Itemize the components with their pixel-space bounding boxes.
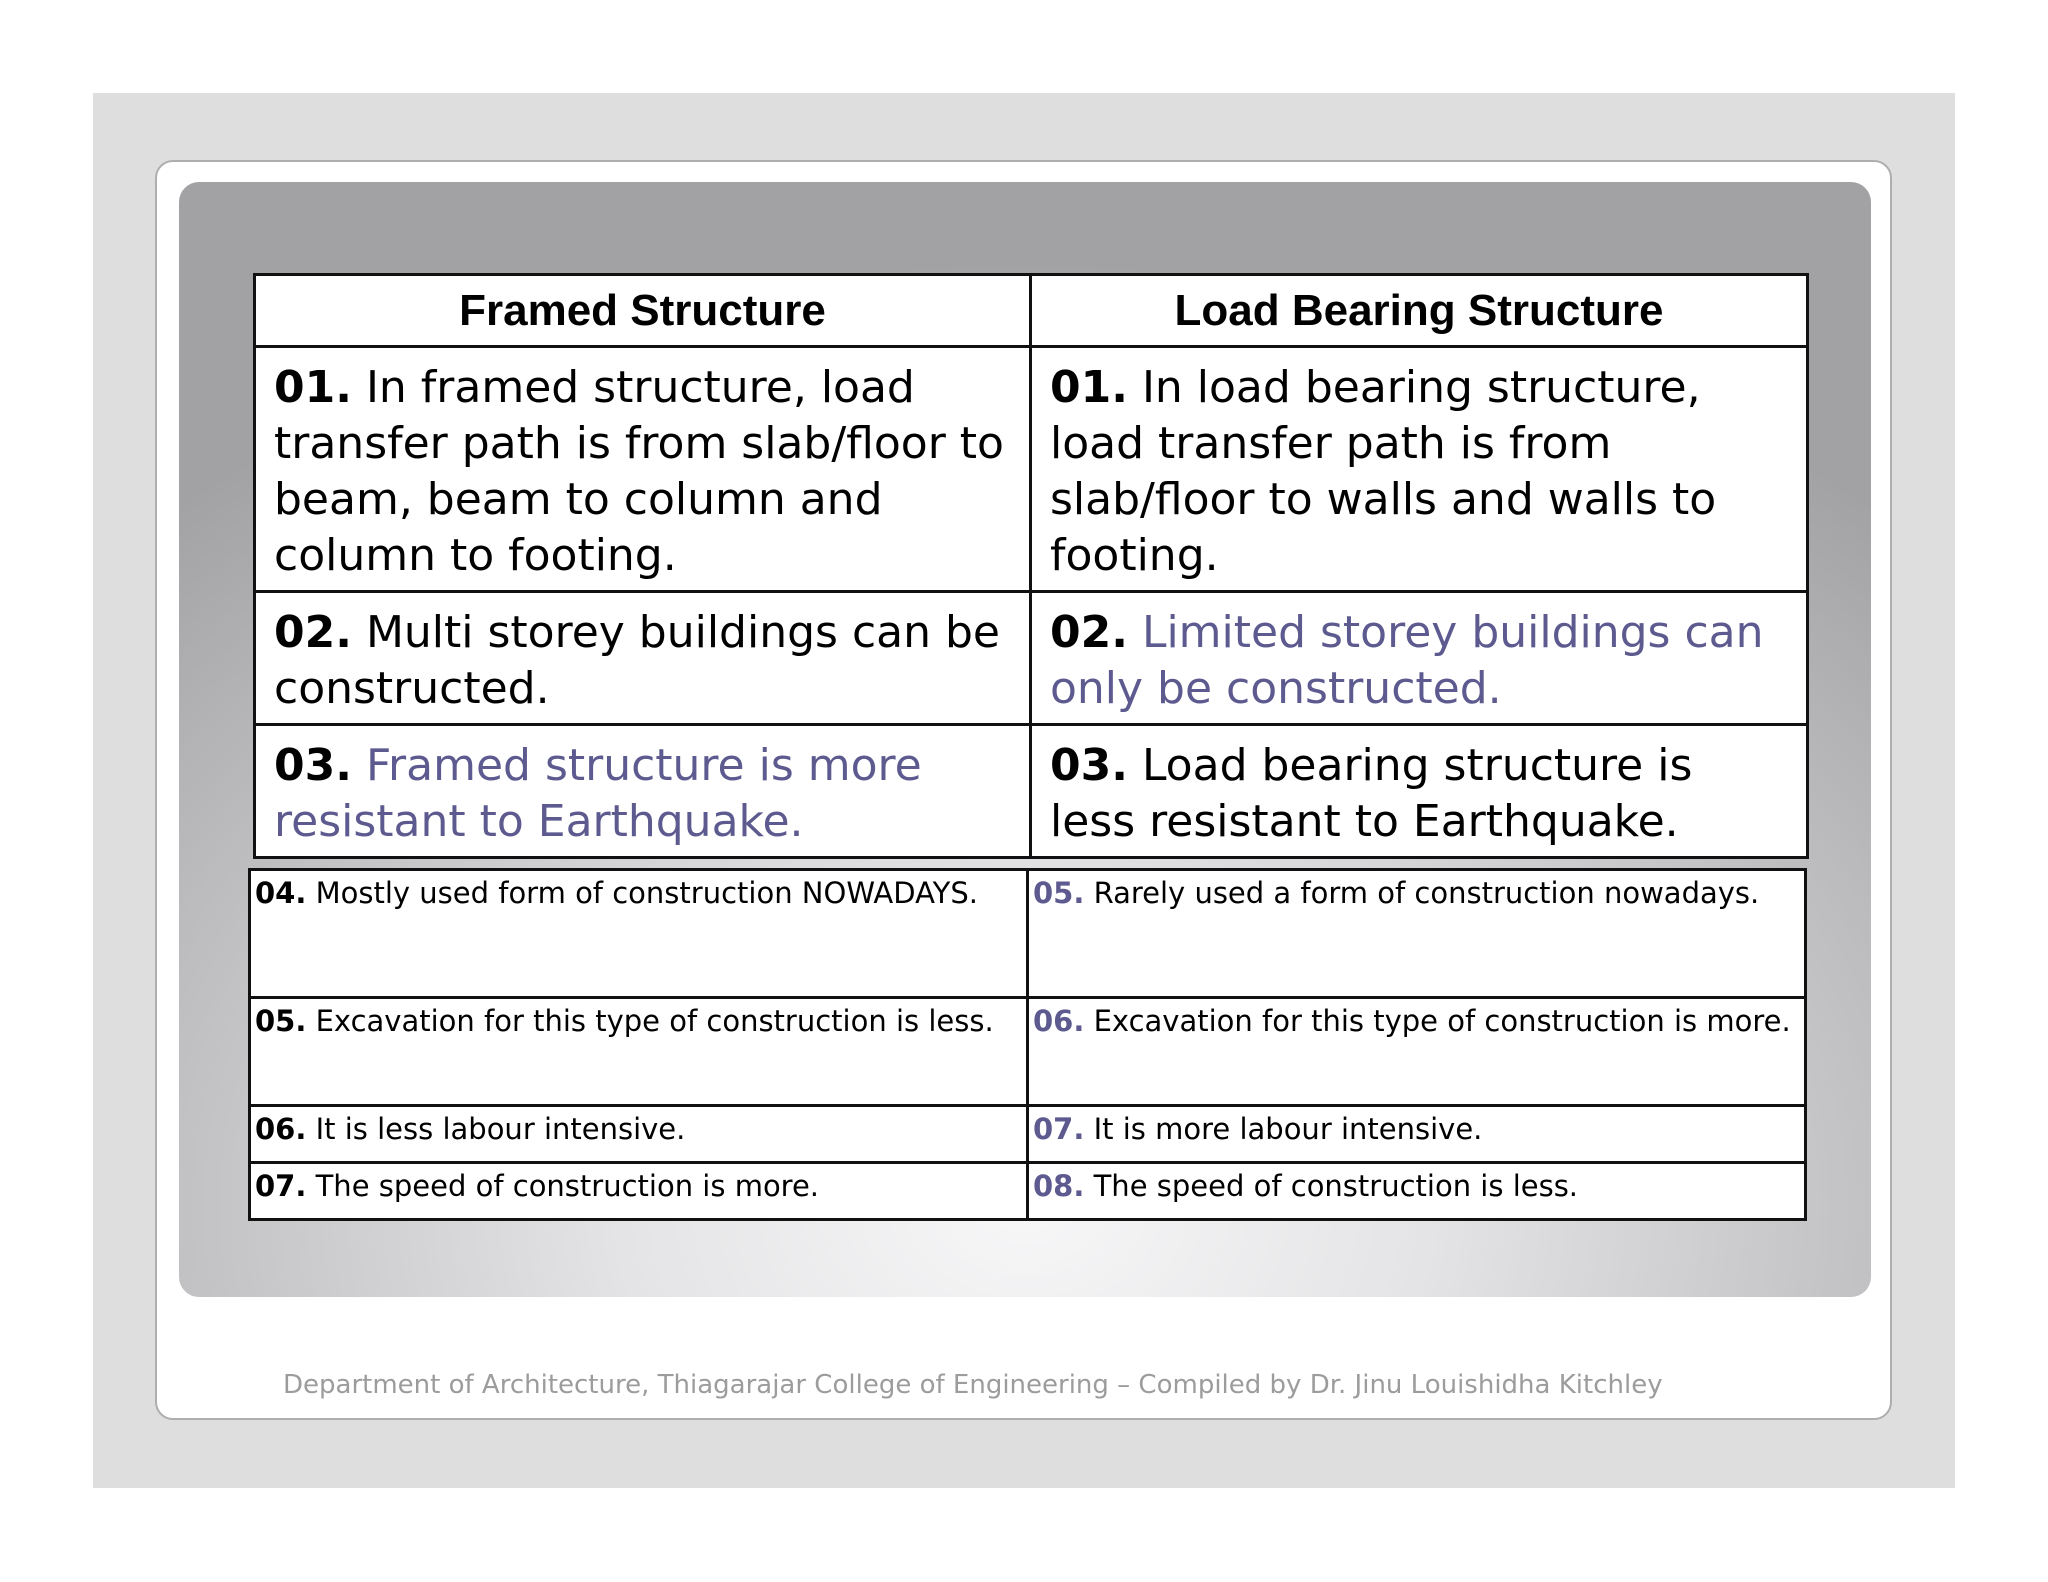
table-row [255,347,1808,592]
framed-point-06 [250,1106,1028,1163]
framed-point-05 [250,998,1028,1106]
point-number: 08. [1033,1169,1085,1203]
comparison-table-extra [248,868,1807,1221]
table-row [255,592,1808,725]
point-text: Framed structure is more resistant to Earthquake. [274,740,922,847]
table-row [250,1163,1806,1220]
point-text: Excavation for this type of construction is less. [306,1004,994,1038]
point-number: 03. [1050,740,1128,791]
framed-point-02 [255,592,1031,725]
point-number: 03. [274,740,352,791]
table-header-row [255,275,1808,347]
point-number: 06. [255,1112,307,1146]
point-number: 05. [255,1004,307,1038]
table-row [250,998,1806,1106]
point-number: 01. [274,362,352,413]
point-text: In framed structure, load transfer path is from slab/floor to beam, beam to column and column to footing. [274,362,1004,581]
header-framed-structure: Framed Structure [255,275,1031,347]
point-number: 05. [1033,876,1085,910]
point-text: The speed of construction is more. [306,1169,820,1203]
table-row [250,870,1806,998]
framed-point-04 [250,870,1028,998]
point-number: 06. [1033,1004,1085,1038]
table-row [250,1106,1806,1163]
point-text: In load bearing structure, load transfer path is from slab/floor to walls and walls to footing. [1050,362,1717,581]
point-text: Multi storey buildings can be constructed. [274,607,1000,714]
table-row [255,725,1808,858]
point-number: 07. [1033,1112,1085,1146]
load-bearing-point-01 [1031,347,1808,592]
point-text: Load bearing structure is less resistant to Earthquake. [1050,740,1693,847]
point-number: 02. [1050,607,1128,658]
framed-point-03 [255,725,1031,858]
comparison-table-main [253,273,1809,859]
load-bearing-point-08 [1028,1163,1806,1220]
point-number: 07. [255,1169,307,1203]
point-text: Limited storey buildings can only be constructed. [1050,607,1764,714]
load-bearing-point-02 [1031,592,1808,725]
point-text: It is more labour intensive. [1084,1112,1483,1146]
footer-credit: Department of Architecture, Thiagarajar College of Engineering – Compiled by Dr. Jinu Louishidha Kitchley [283,1370,1663,1400]
point-number: 04. [255,876,307,910]
point-text: Mostly used form of construction NOWADAYS. [306,876,978,910]
header-load-bearing-structure: Load Bearing Structure [1031,275,1808,347]
point-text: It is less labour intensive. [306,1112,686,1146]
framed-point-01 [255,347,1031,592]
point-text: Rarely used a form of construction nowadays. [1084,876,1760,910]
load-bearing-point-07 [1028,1106,1806,1163]
point-text: Excavation for this type of construction is more. [1084,1004,1791,1038]
load-bearing-point-03 [1031,725,1808,858]
point-number: 02. [274,607,352,658]
load-bearing-point-06 [1028,998,1806,1106]
point-number: 01. [1050,362,1128,413]
framed-point-07 [250,1163,1028,1220]
point-text: The speed of construction is less. [1084,1169,1579,1203]
load-bearing-point-05 [1028,870,1806,998]
